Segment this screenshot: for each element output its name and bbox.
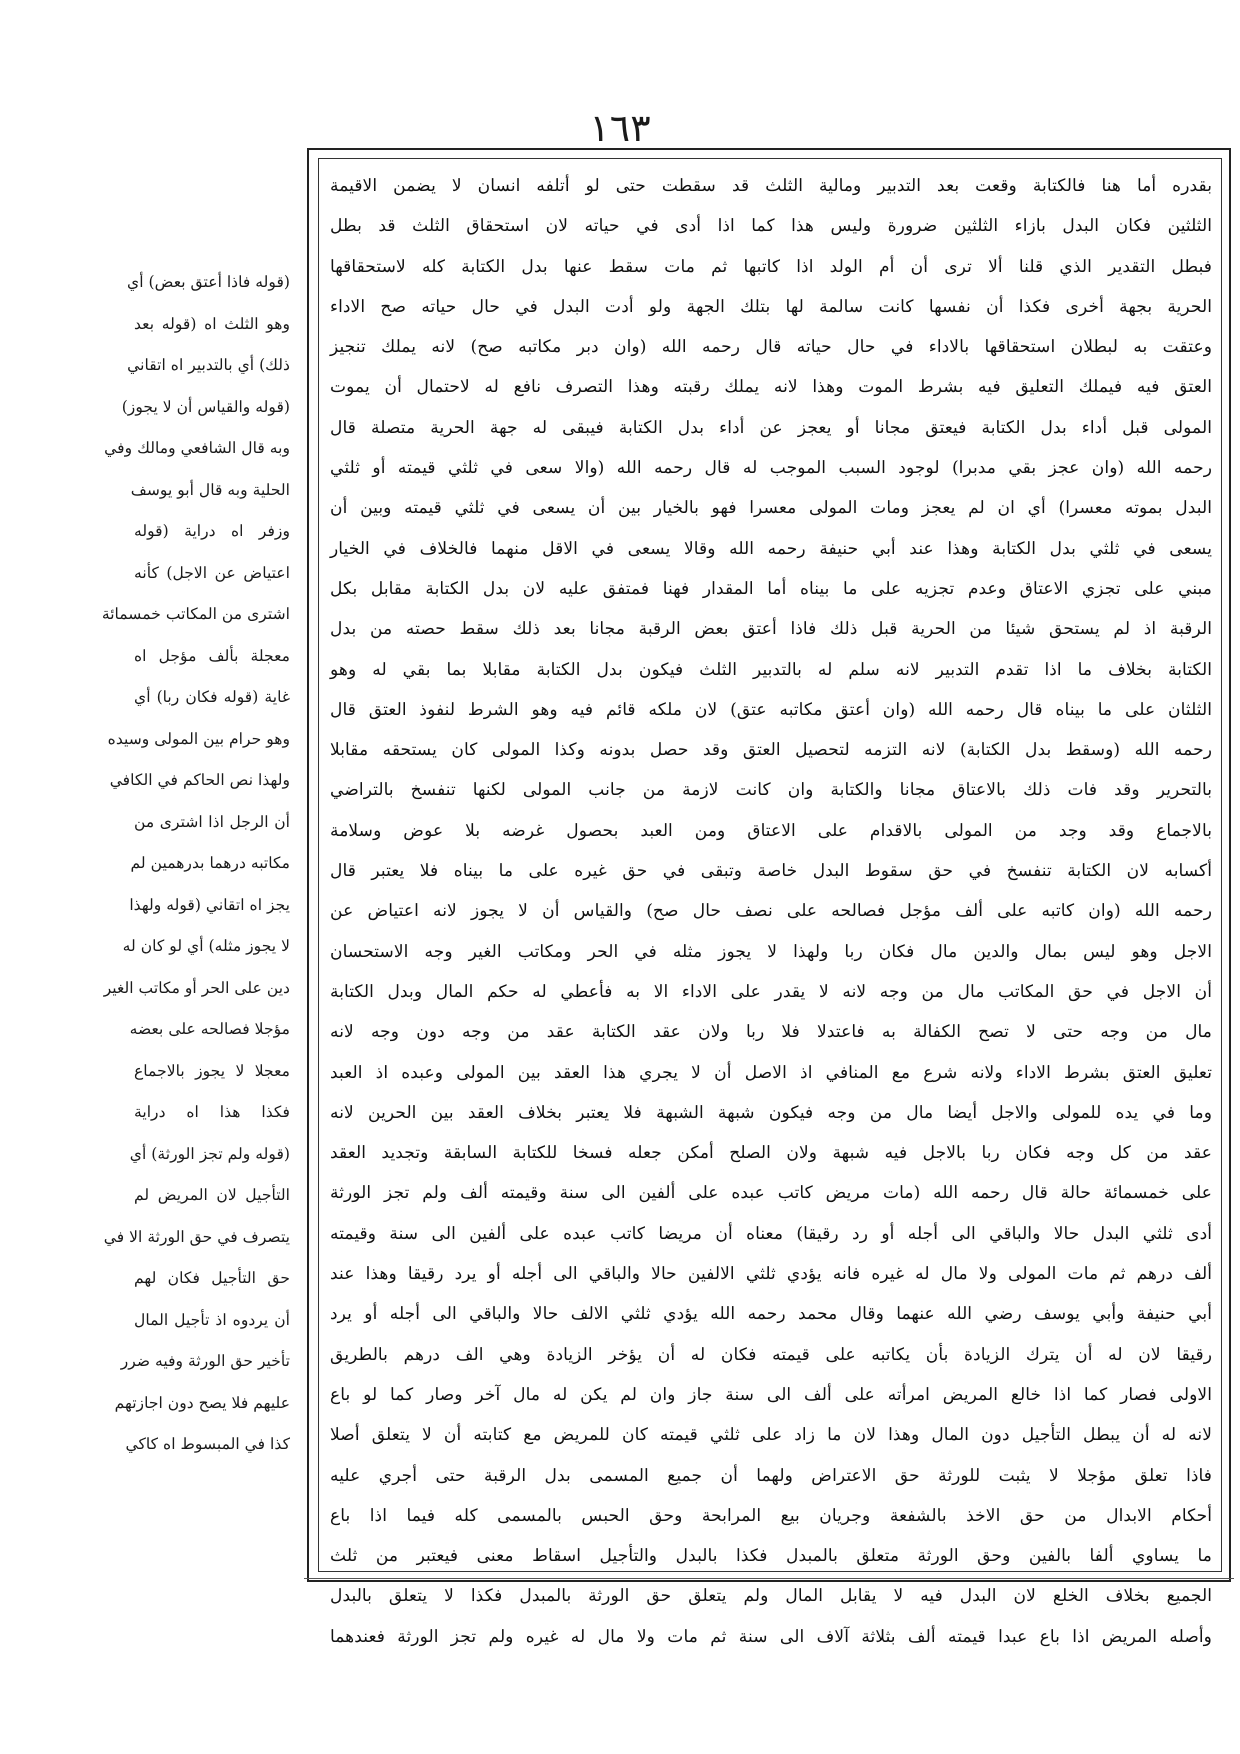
main-text-line: بالتحرير وقد فات ذلك بالاعتاق مجانا والكتابة وان كانت لازمة من جانب المولى لكنها تنفسخ بالتراضي: [330, 780, 1212, 801]
margin-note-line: وزفر اه دراية (قوله: [134, 522, 290, 540]
main-text-line: وما في يده للمولى والاجل أيضا مال من وجه فيكون شبهة الشبهة فلا يعتبر بخلاف العقد بين الحرين لانه: [330, 1102, 1212, 1123]
margin-note-line: وهو حرام بين المولى وسيده: [107, 729, 290, 748]
main-text-line: أبي حنيفة وأبي يوسف رضي الله عنهما وقال محمد رحمه الله يؤدي ثلثي الالف حالا والباقي الى أجله أو يرد: [330, 1304, 1212, 1325]
margin-note-line: (قوله والقياس أن لا يجوز): [121, 397, 290, 416]
main-text-line: مبني على تجزي الاعتاق وعدم تجزيه على ما بيناه أما المقدار فهنا فمتفق عليه لان بدل الكتابة مقابل بكل: [330, 578, 1212, 599]
main-text-line: وأصله المريض اذا باع عبدا قيمته ألف بثلاثة آلاف الى سنة ثم مات ولا مال له غيره ولم تجز الورثة فعندهما: [330, 1626, 1212, 1647]
main-text-line: فاذا تعلق مؤجلا لا يثبت للورثة حق الاعتراض ولهما أن جميع المسمى بدل الرقبة حتى أجري عليه: [330, 1465, 1212, 1486]
main-text-line: بقدره أما هنا فالكتابة وقعت بعد التدبير ومالية الثلث قد سقطت حتى لو أتلفه انسان لا يضمن الاقيمة: [330, 176, 1212, 196]
main-text-line: ما يساوي ألفا بالفين وحق الورثة متعلق بالمبدل فكذا بالبدل والتأجيل اسقاط معنى فيعتبر من ثلث: [330, 1546, 1212, 1567]
margin-note-line: أن الرجل اذا اشترى من: [134, 812, 290, 831]
margin-note-line: لا يجوز مثله) أي لو كان له: [122, 937, 290, 955]
margin-note-line: الحلية وبه قال أبو يوسف: [130, 480, 290, 499]
main-text-line: رحمه الله (وان كاتبه على ألف مؤجل فصالحه على نصف حال صح) والقياس أن لا يجوز لانه اعتياض عن: [330, 901, 1212, 922]
margin-note-line: مكاتبه درهما بدرهمين لم: [130, 854, 290, 872]
margin-notes: [101, 262, 290, 1466]
main-text-line: مال من وجه حتى لا تصح الكفالة به فاعتدلا فلا ربا ولان عقد الكتابة عقد من وجه دون وجه لانه: [330, 1022, 1212, 1043]
margin-note-line: يتصرف في حق الورثة الا في: [103, 1227, 290, 1246]
main-text-line: رحمه الله (وان عجز بقي مدبرا) لوجود السبب الموجب له قال رحمه الله (والا سعى في ثلثي قيمته أو ثلثي: [330, 458, 1212, 479]
margin-note-line: (قوله فاذا أعتق بعض) أي: [127, 273, 290, 291]
main-text-line: أدى ثلثي البدل حالا والباقي الى أجله أو رد رقيقا) معناه أن مريضا كاتب عبده على ألفين الى سنة وقيمته: [330, 1223, 1212, 1244]
margin-note-line: يجز اه اتقاني (قوله ولهذا: [129, 895, 290, 914]
main-text-line: عقد من كل وجه فكان ربا بالاجل فيه شبهة ولان الصلح أمكن جعله فسخا للكتابة السابقة وتجديد العقد: [330, 1143, 1212, 1164]
margin-note-line: معجلة بألف مؤجل اه: [134, 646, 290, 665]
main-text-line: الاولى فصار كما اذا خالع المريض امرأته على ألف الى سنة جاز وان لم يكن له مال آخر وصار كما لو باع: [330, 1384, 1212, 1405]
main-text-line: رقيقا لان له أن يترك الزيادة بأن يكاتبه على قيمته فكان له أن يؤخر الزيادة وهي الف درهم بالطريق: [330, 1344, 1212, 1365]
main-text-line: الاجل وهو ليس بمال والدين مال فكان ربا ولهذا لا يجوز مثله في الحر ومكاتب الغير وجه الاستحسان: [330, 941, 1212, 962]
main-text-line: لانه له أن يبطل التأجيل دون المال وهذا لان ما زاد على ثلثي قيمته كان للمريض مع كتابته أن لا يتعلق أصلا: [330, 1425, 1212, 1446]
main-text-line: أن الاجل في حق المكاتب مال من وجه لانه لا يقدر على الاداء الا به فأعطي له حكم المال وبدل الكتابة: [330, 981, 1212, 1002]
margin-note-line: مؤجلا فصالحه على بعضه: [129, 1020, 290, 1038]
main-text-line: رحمه الله (وسقط بدل الكتابة) لانه التزمه لتحصيل العتق وقد حصل بدونه وكذا المولى كان يستحقه مقابلا: [330, 740, 1212, 761]
margin-note-line: أن يردوه اذ تأجيل المال: [134, 1310, 290, 1329]
main-text-line: بالاجماع وقد وجد من المولى بالاقدام على الاعتاق ومن العبد بحصول غرضه بلا عوض وسلامة: [330, 820, 1212, 841]
main-text-line: الرقبة اذ لم يستحق شيئا من الحرية قبل ذلك فاذا أعتق بعض الرقبة مجانا بعد ذلك سقط حصته من بدل: [330, 619, 1212, 640]
main-text-line: البدل بموته معسرا) أي ان لم يعجز ومات المولى معسرا فهو بالخيار بين أن يسعى في ثلثي قيمته وبين أن: [330, 498, 1212, 519]
margin-note-line: غاية (قوله فكان ربا) أي: [134, 688, 290, 706]
main-text-line: العتق فيه فيملك التعليق فيه بشرط الموت وهذا لانه يملك رقبته وهذا التصرف نافع له لاحتمال أن يموت: [330, 377, 1212, 398]
margin-note-line: كذا في المبسوط اه كاكي: [125, 1435, 290, 1453]
margin-note-line: ولهذا نص الحاكم في الكافي: [109, 771, 290, 789]
main-text-line: الجميع بخلاف الخلع لان البدل فيه لا يقابل المال ولم يتعلق حق الورثة بالمبدل فكذا لا يتعلق بالبدل: [330, 1586, 1212, 1607]
main-text-line: أكسابه لان الكتابة تنفسخ في حق سقوط البدل خاصة وتبقى في حق غيره على ما بيناه فلا يعتبر قال: [330, 861, 1212, 882]
margin-note-line: دين على الحر أو مكاتب الغير: [103, 978, 290, 997]
margin-note-line: حق التأجيل فكان لهم: [134, 1269, 290, 1287]
main-text-line: فبطل التقدير الذي قلنا ألا ترى أن أم الولد اذا كاتبها ثم مات سقط عنها بدل الكتابة كله لاستحقاقها: [330, 256, 1212, 277]
margin-note-line: وبه قال الشافعي ومالك وفي: [104, 439, 290, 457]
margin-note-line: اعتياض عن الاجل) كأنه: [134, 563, 290, 582]
margin-note-line: عليهم فلا يصح دون اجازتهم: [114, 1393, 290, 1412]
margin-note-line: ذلك) أي بالتدبير اه اتقاني: [127, 356, 290, 374]
page-number: ١٦٣: [589, 106, 651, 150]
main-text-line: ألف درهم ثم مات المولى ولا مال له غيره فانه يؤدي ثلثي الالفين حالا والباقي الى أجله أو يرد رقيقا وهذا عند: [330, 1264, 1212, 1285]
main-text-line: تعليق العتق بشرط الاداء ولانه شرع مع المنافي اذ الاصل أن لا يجري هذا العقد بين المولى وعبده اذ العبد: [330, 1062, 1212, 1083]
margin-note-line: اشترى من المكاتب خمسمائة: [101, 605, 290, 623]
main-text-line: على خمسمائة حالة قال رحمه الله (مات مريض كاتب عبده على ألفين الى سنة وقيمته ألف ولم تجز الورثة: [330, 1183, 1212, 1204]
margin-note-line: (قوله ولم تجز الورثة) أي: [129, 1144, 290, 1163]
main-text-line: المولى قبل أداء بدل الكتابة فيعتق مجانا أو يعجز عن أداء بدل الكتابة فيبقى له جهة الحرية متصلة قال: [330, 417, 1212, 438]
main-text-line: الكتابة بخلاف ما اذا تقدم التدبير لانه سلم له بالتدبير الثلث فيكون بدل الكتابة مقابلا بما بقي له وهو: [330, 659, 1212, 680]
main-text-line: أحكام الابدال من حق الاخذ بالشفعة وجريان بيع المرابحة وحق الحبس بالمسمى كله فيما اذا باع: [330, 1505, 1212, 1526]
main-text-line: يسعى في ثلثي بدل الكتابة وهذا عند أبي حنيفة رحمه الله وقالا يسعى في الاقل منهما فالخلاف في الخيار: [330, 538, 1212, 559]
main-text-line: الحرية بجهة أخرى فكذا أن نفسها كانت سالمة لها بتلك الجهة ولو أدت البدل في حال حياته صح الاداء: [330, 296, 1212, 317]
margin-note-line: تأخير حق الورثة وفيه ضرر: [120, 1352, 290, 1370]
margin-note-line: معجلا لا يجوز بالاجماع: [134, 1061, 290, 1080]
main-text-block: [330, 166, 1212, 1657]
margin-note-line: التأجيل لان المريض لم: [134, 1186, 290, 1204]
margin-note-line: فكذا هذا اه دراية: [134, 1103, 290, 1121]
main-text-line: وعتقت به لبطلان استحقاقها بالاداء في حال حياته قال رحمه الله (وان دبر مكاتبه صح) لانه يملك تنجيز: [330, 337, 1212, 358]
main-text-line: الثلثان على ما بيناه قال رحمه الله (وان أعتق مكاتبه عتق) لان ملكه قائم فيه وهو الشرط لنفوذ العتق قال: [330, 699, 1212, 720]
margin-note-line: وهو الثلث اه (قوله بعد: [134, 314, 290, 333]
main-text-line: الثلثين فكان البدل بازاء الثلثين ضرورة ولیس هذا كما اذا أدى في حياته لان استحقاق الثلث قد بطل: [330, 216, 1212, 237]
